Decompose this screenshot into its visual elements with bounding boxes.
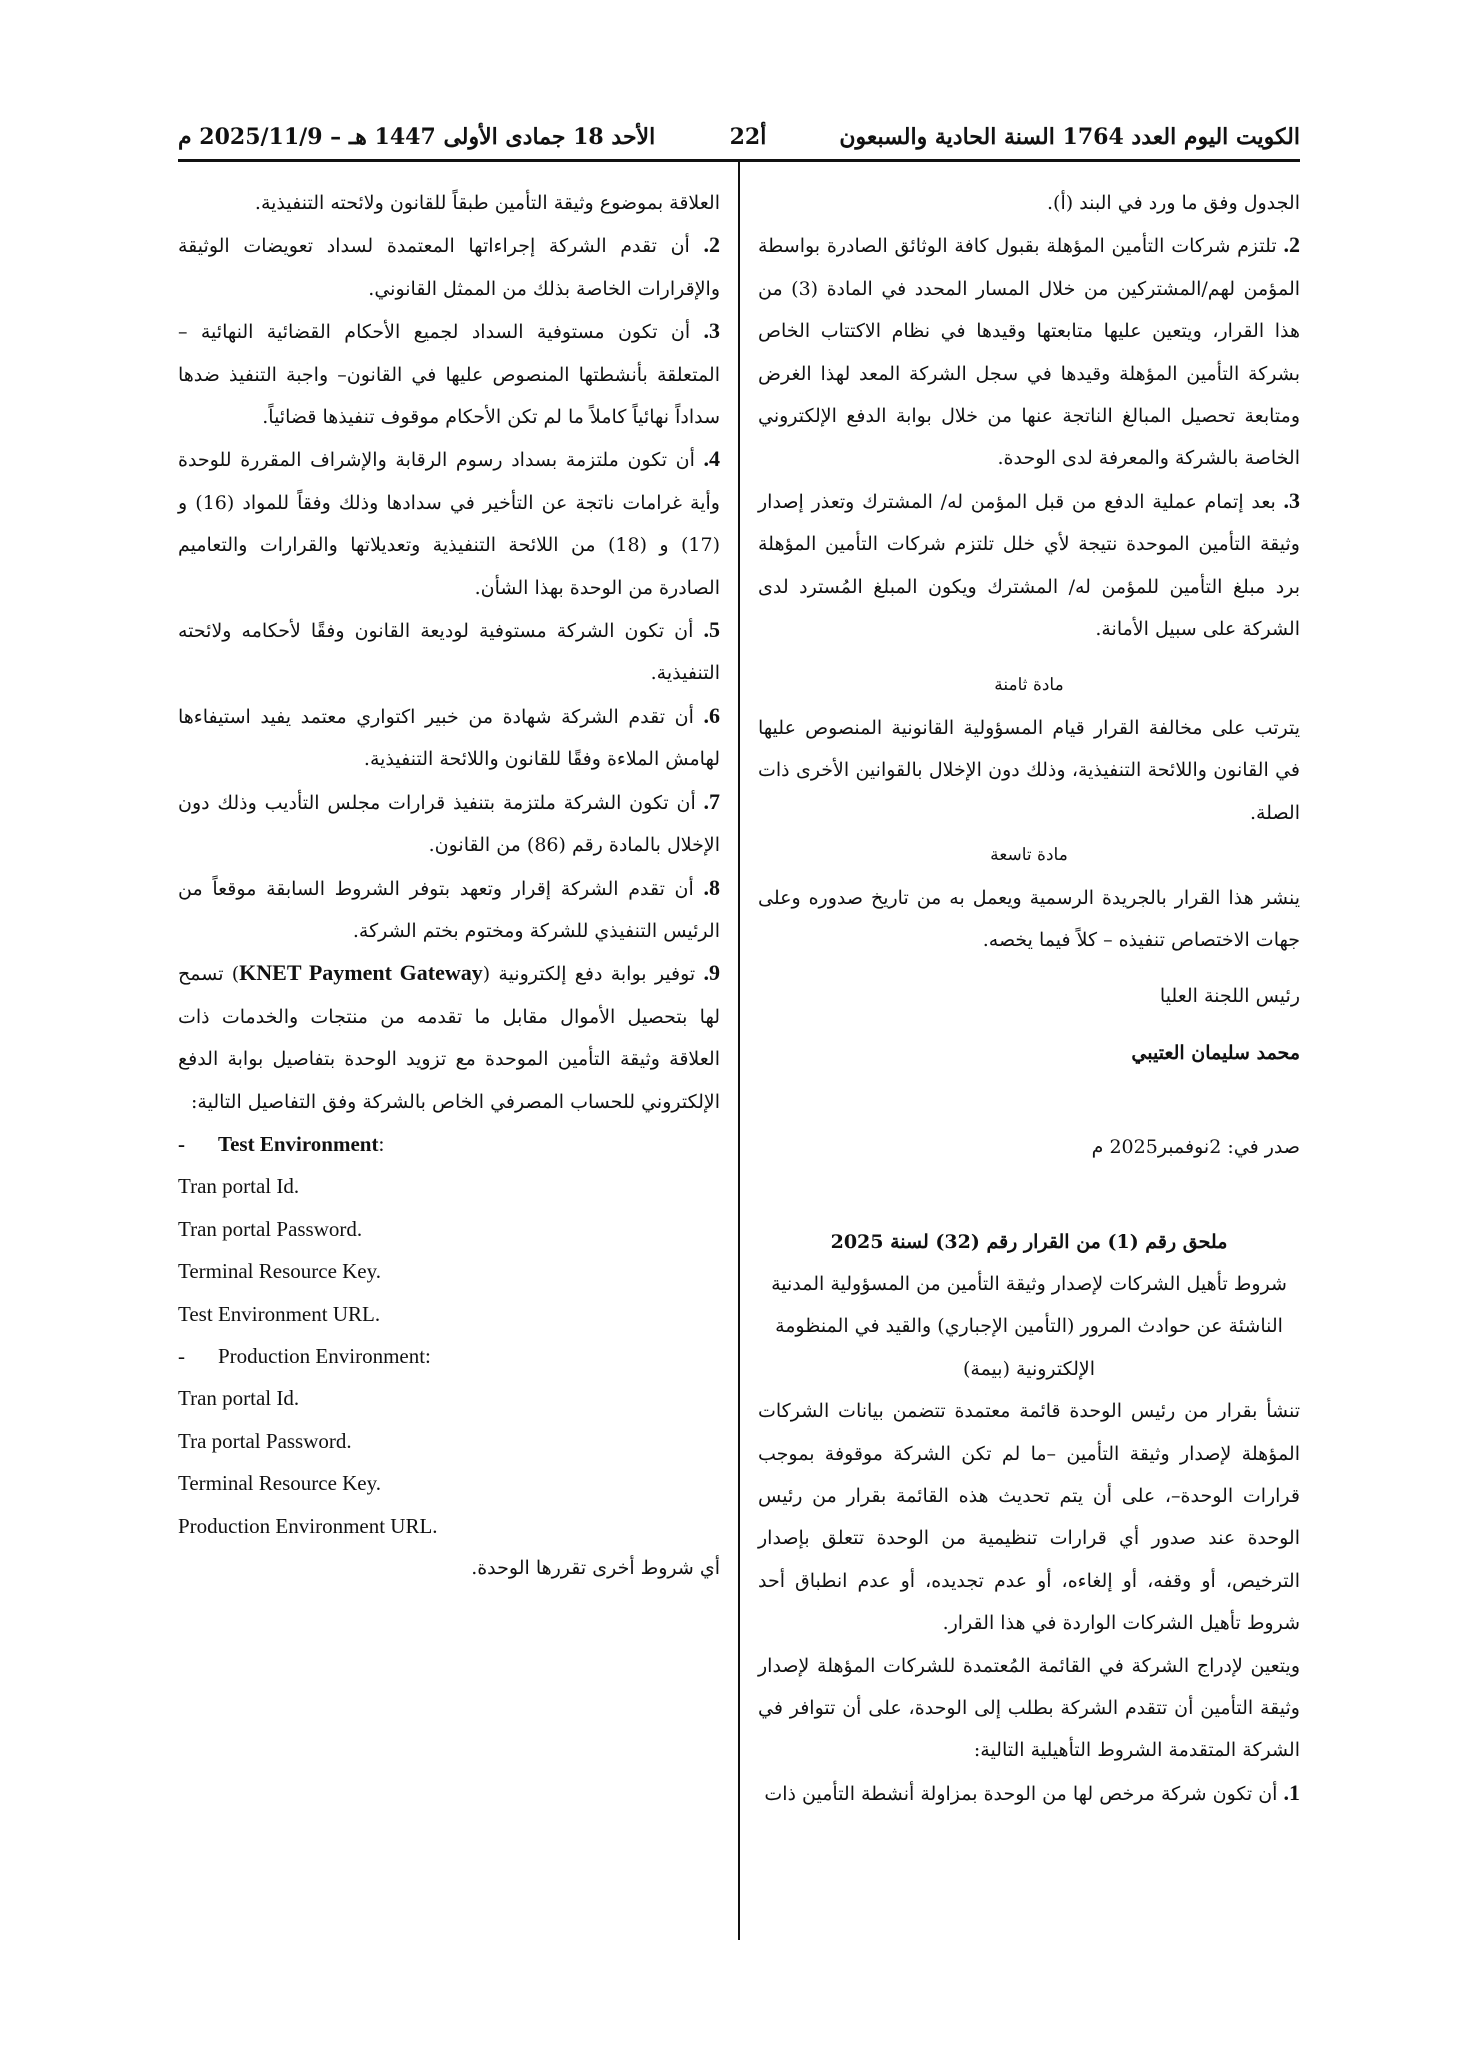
header-issue-info: الكويت اليوم العدد 1764 السنة الحادية والسبعون [839, 124, 1300, 150]
article-9-text: ينشر هذا القرار بالجريدة الرسمية ويعمل به من تاريخ صدوره وعلى جهات الاختصاص تنفيذه – كلاً فيما يخصه. [758, 886, 1300, 951]
item-number: 3. [1283, 487, 1300, 513]
article-9-title: مادة تاسعة [990, 845, 1068, 866]
numbered-paragraph [178, 224, 720, 310]
item-text: أن تكون مستوفية السداد لجميع الأحكام القضائية النهائية – المتعلقة بأنشطتها المنصوص عليها في القانون– واجبة التنفيذ ضدها سداداً نهائياً كاملاً ما لم تكن الأحكام موقوف تنفيذها قضائياً. [178, 321, 720, 429]
numbered-paragraph [178, 781, 720, 867]
issue-date: صدر في: 2نوفمبر2025 م [1091, 1136, 1300, 1159]
item-text: أن تكون ملتزمة بسداد رسوم الرقابة والإشراف المقررة للوحدة وأية غرامات ناتجة عن التأخير في سدادها وذلك وفقاً للمواد (16) و (17) و (18) من اللائحة التنفيذية وتعديلاتها والقرارات والتعاميم الصادرة من الوحدة بهذا الشأن. [178, 449, 720, 599]
item-text: تلتزم شركات التأمين المؤهلة بقبول كافة الوثائق الصادرة بواسطة المؤمن لهم/المشتركين من خلال المسار المحدد في المادة (3) من هذا القرار، ويتعين عليها متابعتها وقيدها في نظام الاكتتاب الخاص بشركة التأمين المؤهلة وقيدها في سجل الشركة المعد لهذا الغرض ومتابعة تحصيل المبالغ الناتجة عنها من خلال بوابة الدفع الإلكتروني الخاصة بالشركة والمعرفة لدى الوحدة. [758, 235, 1301, 470]
test-env-item: Test Environment URL. [178, 1301, 381, 1326]
knet-gateway-name: KNET Payment Gateway [239, 960, 483, 986]
prod-env-item: Tra portal Password. [178, 1428, 352, 1453]
item-text: أن تقدم الشركة إجراءاتها المعتمدة لسداد تعويضات الوثيقة والإقرارات الخاصة بذلك من الممثل القانوني. [178, 235, 720, 300]
annex-subtitle-1: شروط تأهيل الشركات لإصدار وثيقة التأمين من المسؤولية المدنية [771, 1272, 1287, 1295]
numbered-paragraph [178, 438, 720, 609]
signer-title: رئيس اللجنة العليا [1159, 985, 1300, 1008]
test-environment-heading: - Test Environment: [178, 1131, 385, 1156]
item-text: أن تكون الشركة ملتزمة بتنفيذ قرارات مجلس التأديب وذلك دون الإخلال بالمادة رقم (86) من القانون. [178, 791, 720, 857]
item-number: 6. [703, 702, 720, 728]
article-8-text: يترتب على مخالفة القرار قيام المسؤولية القانونية المنصوص عليها في القانون واللائحة التنفيذية، وذلك دون الإخلال بالقوانين الأخرى ذات الصلة. [758, 716, 1300, 824]
item-number: 3. [703, 318, 720, 344]
item-text: أن تكون شركة مرخص لها من الوحدة بمزاولة أنشطة التأمين ذات [764, 1782, 1284, 1805]
prod-env-item: Terminal Resource Key. [178, 1471, 382, 1496]
item-number: 9. [703, 960, 720, 986]
production-environment-heading: - Production Environment: [178, 1343, 431, 1368]
item-text: توفير بوابة دفع إلكترونية ( [482, 963, 704, 986]
prod-env-item: Production Environment URL. [178, 1513, 438, 1538]
numbered-paragraph [178, 695, 720, 781]
prod-env-item: Tran portal Id. [178, 1386, 300, 1411]
item-number: 2. [703, 232, 720, 258]
item-number: 8. [703, 874, 720, 900]
right-column [758, 182, 1300, 1815]
item-text: أن تقدم الشركة إقرار وتعهد بتوفر الشروط السابقة موقعاً من الرئيس التنفيذي للشركة ومختوم بختم الشركة. [178, 877, 720, 942]
numbered-paragraph [758, 224, 1300, 479]
numbered-paragraph [178, 952, 720, 1123]
signer-name: محمد سليمان العتيبي [1131, 1041, 1300, 1064]
item-number: 7. [703, 788, 720, 814]
annex-title: ملحق رقم (1) من القرار رقم (32) لسنة 2025 [830, 1230, 1228, 1253]
item-number: 4. [703, 446, 720, 472]
numbered-paragraph [758, 1772, 1300, 1815]
test-env-item: Terminal Resource Key. [178, 1259, 382, 1284]
item-number: 5. [703, 617, 720, 643]
column-divider [738, 162, 740, 1940]
numbered-paragraph [178, 867, 720, 953]
annex-paragraph: تنشأ بقرار من رئيس الوحدة قائمة معتمدة تتضمن بيانات الشركات المؤهلة لإصدار وثيقة التأمين –ما لم تكن الشركة موقوفة بموجب قرارات الوحدة–، على أن يتم تحديث هذه القائمة بقرار من رئيس الوحدة عند صدور أي قرارات تنظيمية من الوحدة تتعلق بإصدار الترخيص، أو وقفه، أو إلغاءه، أو عدم تجديده، أو عدم انطباق أحد شروط تأهيل الشركات الواردة في هذا القرار. [758, 1400, 1300, 1635]
test-env-item: Tran portal Password. [178, 1216, 363, 1241]
item-number: 1. [1283, 1779, 1300, 1805]
paragraph: العلاقة بموضوع وثيقة التأمين طبقاً للقانون ولائحته التنفيذية. [254, 192, 720, 214]
numbered-paragraph [178, 609, 720, 695]
left-column [178, 182, 720, 1589]
article-8-title: مادة ثامنة [994, 675, 1064, 696]
item-text: بعد إتمام عملية الدفع من قبل المؤمن له/ المشترك وتعذر إصدار وثيقة التأمين الموحدة نتيجة لأي خلل تلتزم شركات التأمين المؤهلة برد مبلغ التأمين للمؤمن له/ المشترك ويكون المبلغ المُسترد لدى الشركة على سبيل الأمانة. [758, 490, 1300, 641]
item-text: أن تكون الشركة مستوفية لوديعة القانون وفقًا لأحكامه ولائحته التنفيذية. [178, 620, 720, 685]
annex-subtitle-2: الناشئة عن حوادث المرور (التأمين الإجباري) والقيد في المنظومة [775, 1315, 1283, 1338]
paragraph: الجدول وفق ما ورد في البند (أ). [1047, 192, 1300, 214]
closing-paragraph: أي شروط أخرى تقررها الوحدة. [471, 1557, 720, 1579]
header-date: الأحد 18 جمادى الأولى 1447 هـ – 2025/11/9 م [178, 124, 656, 150]
item-number: 2. [1283, 232, 1300, 258]
annex-subtitle-3: الإلكترونية (بيمة) [962, 1357, 1096, 1380]
page-header [178, 118, 1300, 158]
header-page-number: 22أ [729, 124, 767, 150]
item-text: ) تسمح لها بتحصيل الأموال مقابل ما تقدمه من منتجات والخدمات ذات العلاقة وثيقة التأمين الموحدة مع تزويد الوحدة بتفاصيل بوابة الدفع الإلكتروني للحساب المصرفي الخاص بالشركة وفق التفاصيل التالية: [178, 963, 720, 1113]
annex-paragraph: ويتعين لإدراج الشركة في القائمة المُعتمدة للشركات المؤهلة لإصدار وثيقة التأمين أن تتقدم الشركة بطلب إلى الوحدة، على أن تتوافر في الشركة المتقدمة الشروط التأهيلية التالية: [758, 1654, 1300, 1762]
numbered-paragraph [178, 310, 720, 438]
test-env-item: Tran portal Id. [178, 1174, 300, 1199]
numbered-paragraph [758, 480, 1300, 651]
item-text: أن تقدم الشركة شهادة من خبير اكتواري معتمد يفيد استيفاءها لهامش الملاءة وفقًا للقانون واللائحة التنفيذية. [178, 705, 720, 771]
